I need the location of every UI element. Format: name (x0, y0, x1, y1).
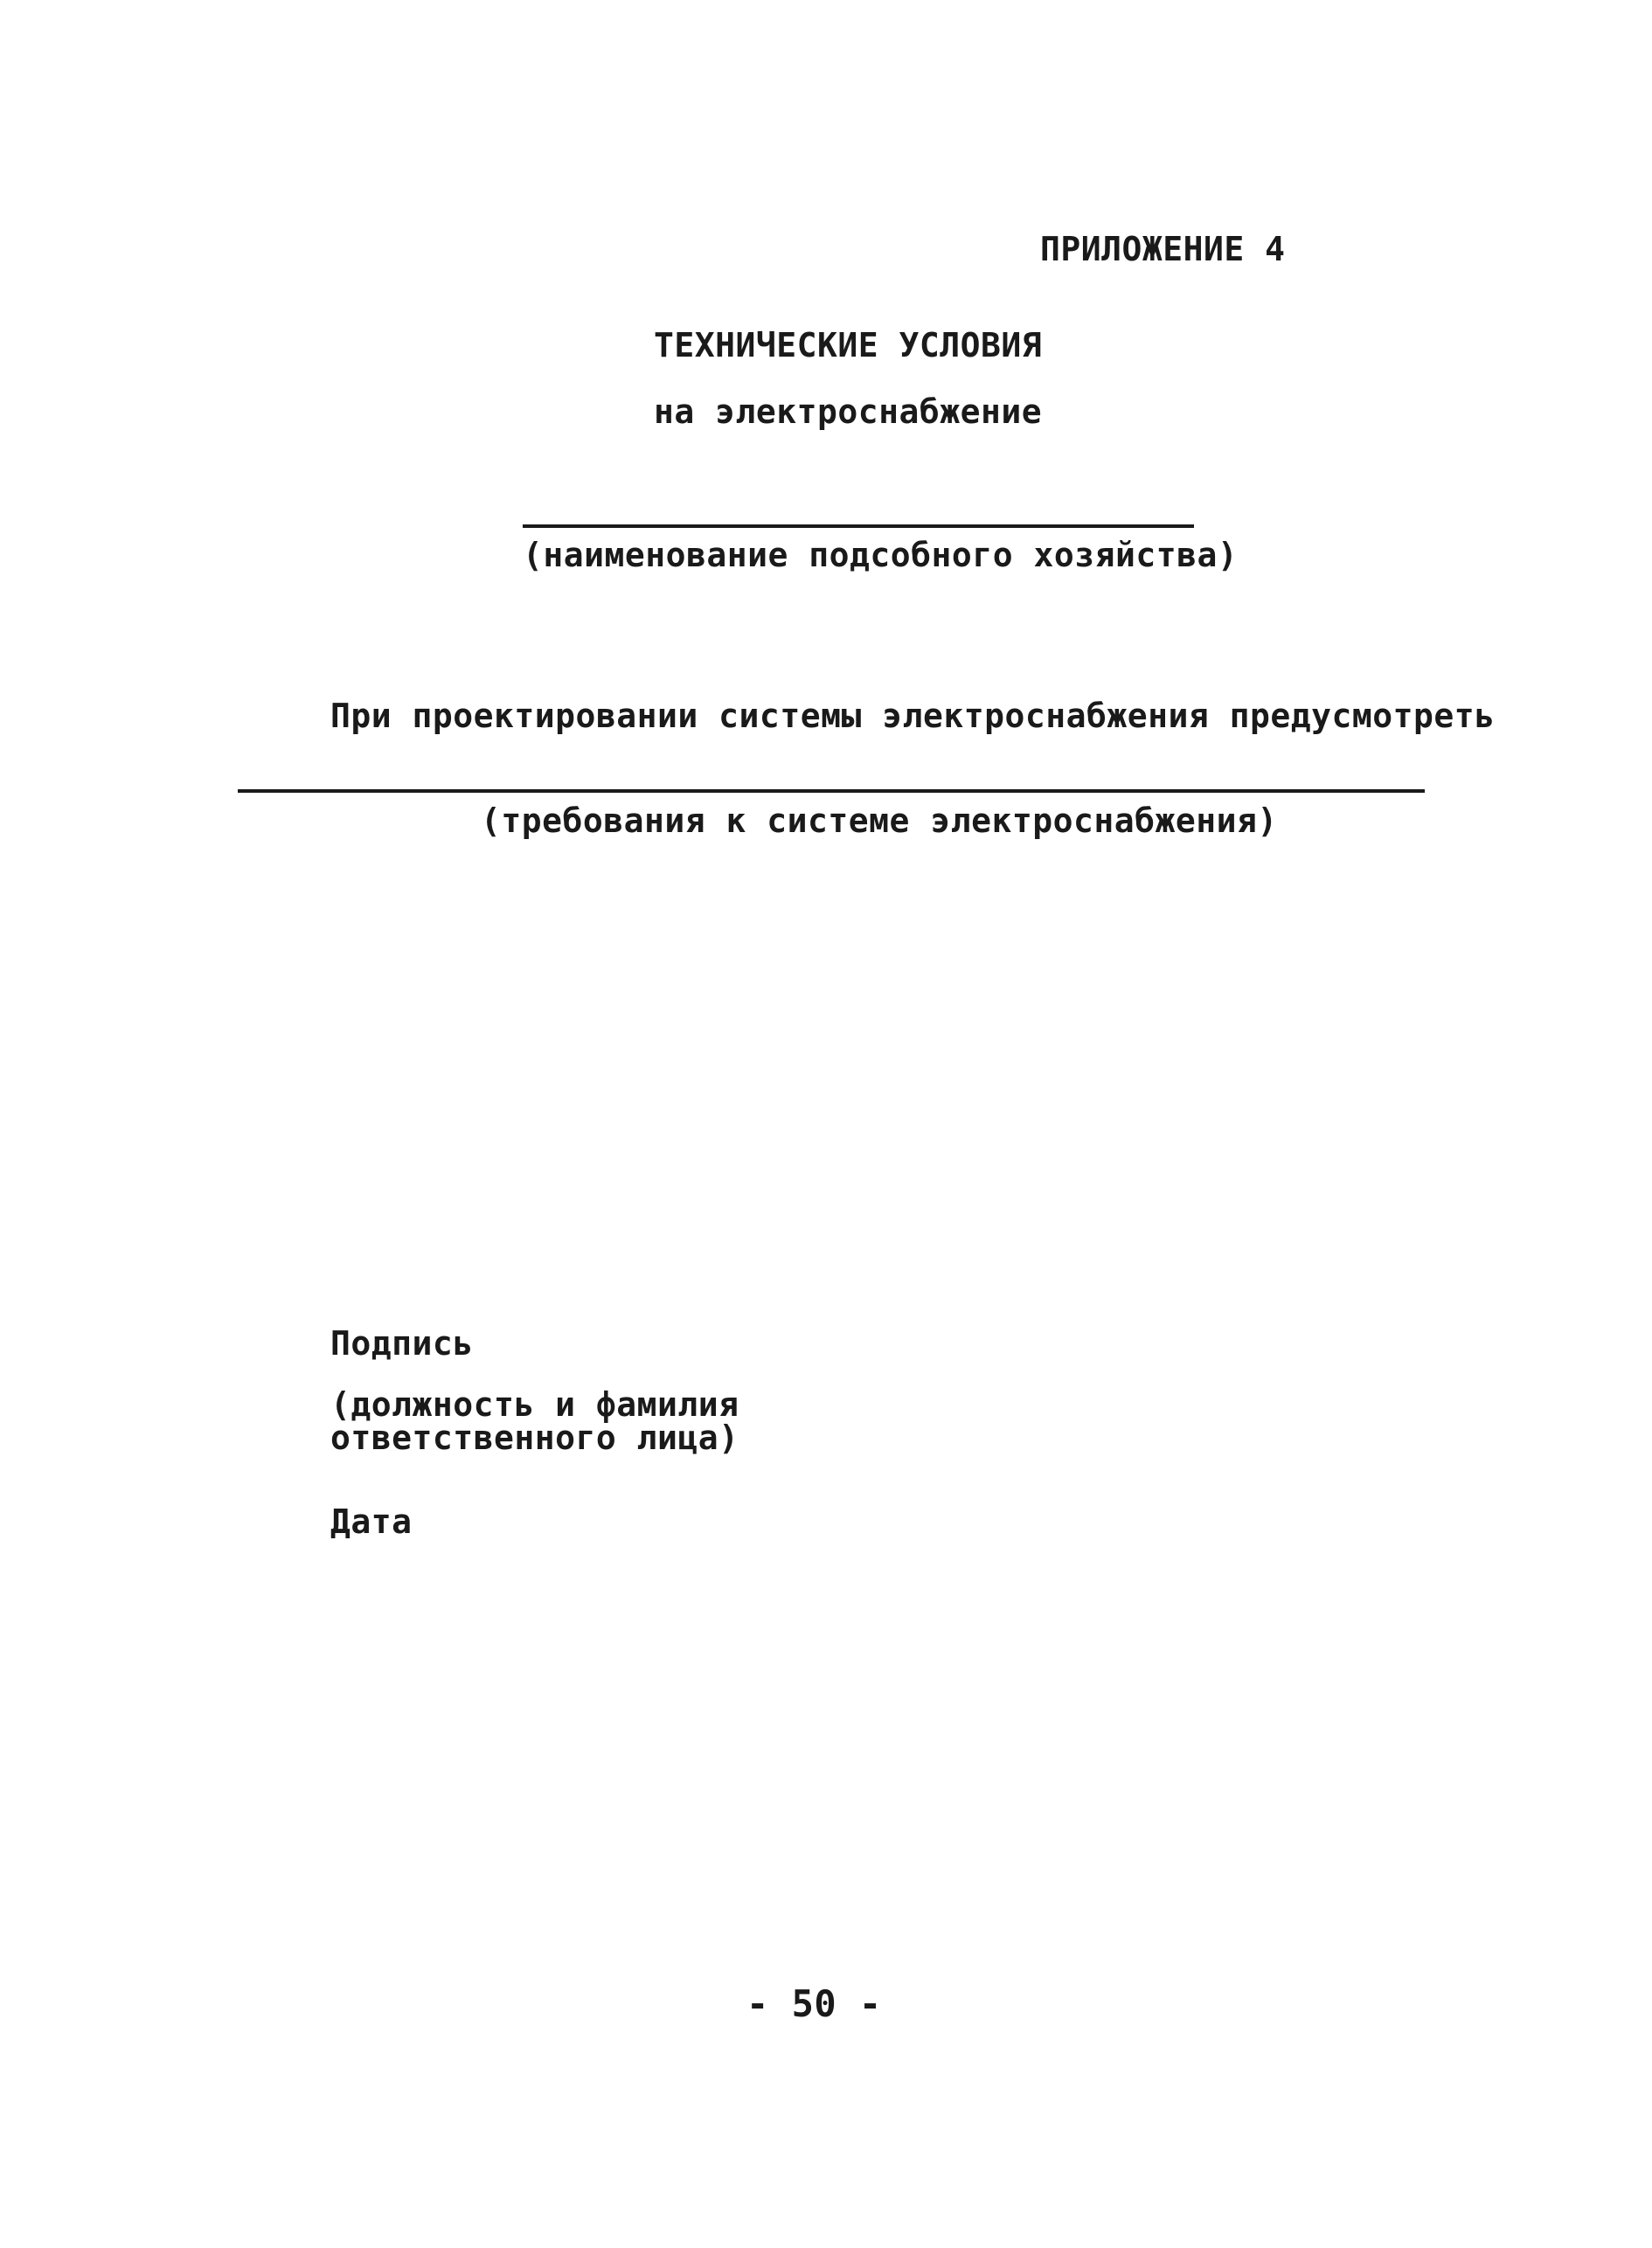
farm-name-fill-line (523, 524, 1194, 528)
page-number: - 50 - (746, 1982, 882, 2025)
signatory-role-line: (должность и фамилия (330, 1385, 739, 1424)
appendix-label: ПРИЛОЖЕНИЕ 4 (1040, 230, 1286, 268)
date-label: Дата (330, 1502, 413, 1541)
intro-text: При проектировании системы электроснабжения предусмотреть (330, 697, 1496, 735)
signature-label: Подпись (330, 1324, 474, 1363)
requirements-fill-line (238, 789, 1425, 793)
requirements-caption: (требования к системе электроснабжения) (481, 801, 1278, 840)
document-subtitle: на электроснабжение (654, 392, 1043, 431)
document-title: ТЕХНИЧЕСКИЕ УСЛОВИЯ (654, 326, 1043, 364)
farm-name-caption: (наименование подсобного хозяйства) (523, 536, 1239, 574)
signatory-role-line: ответственного лица) (330, 1419, 739, 1457)
